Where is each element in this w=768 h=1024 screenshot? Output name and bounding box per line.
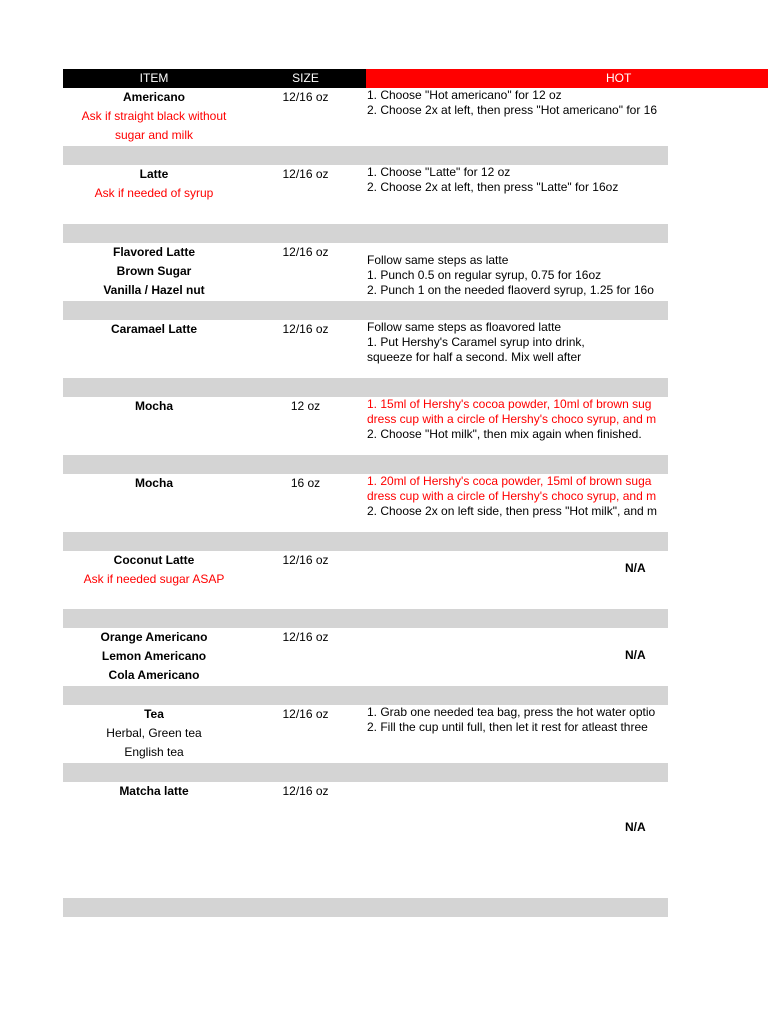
table-row [63,243,768,301]
item-size: 12/16 oz [282,245,329,259]
item-size: 12 oz [290,399,321,413]
table-header [63,69,768,88]
item-name: Mocha [134,476,173,490]
row-separator [63,532,668,551]
hot-step: 2. Choose 2x at left, then press "Latte" for 16oz [367,180,619,194]
table-row [63,88,768,146]
table-row [63,551,768,609]
item-name: Americano [122,90,186,104]
header-size: SIZE [245,69,366,88]
item-size: 12/16 oz [282,707,329,721]
hot-step: 1. 15ml of Hershy's cocoa powder, 10ml of brown sug [367,397,652,411]
item-name: Mocha [134,399,173,413]
row-separator [63,686,668,705]
hot-step: 2. Choose 2x on left side, then press "Hot milk", and m [367,504,657,518]
item-note: sugar and milk [114,128,194,142]
item-name: Matcha latte [119,784,189,798]
hot-step: 1. Grab one needed tea bag, press the hot water optio [367,705,656,719]
hot-step: Follow same steps as latte [367,253,509,267]
row-separator [63,146,668,165]
row-separator [63,763,668,782]
na-label: N/A [625,820,646,834]
item-name: Orange Americano [100,630,208,644]
header-hot: HOT [366,69,768,88]
item-name: Flavored Latte [112,245,196,259]
na-label: N/A [625,561,646,575]
menu-sheet [63,69,768,917]
item-note: Ask if needed sugar ASAP [83,572,225,586]
hot-step: 1. Punch 0.5 on regular syrup, 0.75 for 16oz [367,268,602,282]
item-size: 16 oz [290,476,321,490]
item-name: Caramael Latte [110,322,198,336]
table-row [63,782,768,898]
table-row [63,705,768,763]
hot-step: dress cup with a circle of Hershy's choco syrup, and m [367,489,657,503]
item-name: Vanilla / Hazel nut [103,283,205,297]
item-size: 12/16 oz [282,553,329,567]
row-separator [63,898,668,917]
hot-step: 1. 20ml of Hershy's coca powder, 15ml of brown suga [367,474,652,488]
row-separator [63,301,668,320]
row-separator [63,609,668,628]
row-separator [63,378,668,397]
header-item: ITEM [63,69,245,88]
row-separator [63,224,668,243]
item-size: 12/16 oz [282,167,329,181]
hot-step: Follow same steps as floavored latte [367,320,562,334]
item-note: Ask if straight black without [81,109,227,123]
table-row [63,397,768,455]
item-subtext: Herbal, Green tea [106,726,202,740]
item-name: Tea [144,707,164,721]
item-subtext: English tea [124,745,184,759]
hot-step: 1. Choose "Hot americano" for 12 oz [367,88,562,102]
row-separator [63,455,668,474]
item-size: 12/16 oz [282,90,329,104]
hot-step: 1. Choose "Latte" for 12 oz [367,165,511,179]
hot-step: dress cup with a circle of Hershy's choco syrup, and m [367,412,657,426]
item-name: Latte [139,167,169,181]
item-size: 12/16 oz [282,322,329,336]
hot-step: squeeze for half a second. Mix well after [367,350,582,364]
item-name: Lemon Americano [101,649,207,663]
table-row [63,320,768,378]
item-size: 12/16 oz [282,630,329,644]
table-row [63,474,768,532]
table-row [63,165,768,224]
item-name: Cola Americano [108,668,200,682]
hot-step: 2. Fill the cup until full, then let it rest for atleast three [367,720,648,734]
hot-step: 1. Put Hershy's Caramel syrup into drink, [367,335,585,349]
table-row [63,628,768,686]
item-name: Brown Sugar [116,264,192,278]
item-name: Coconut Latte [113,553,195,567]
item-note: Ask if needed of syrup [94,186,214,200]
hot-step: 2. Choose 2x at left, then press "Hot americano" for 16 [367,103,658,117]
hot-step: 2. Punch 1 on the needed flaoverd syrup, 1.25 for 16o [367,283,654,297]
item-size: 12/16 oz [282,784,329,798]
na-label: N/A [625,648,646,662]
hot-step: 2. Choose "Hot milk", then mix again when finished. [367,427,642,441]
